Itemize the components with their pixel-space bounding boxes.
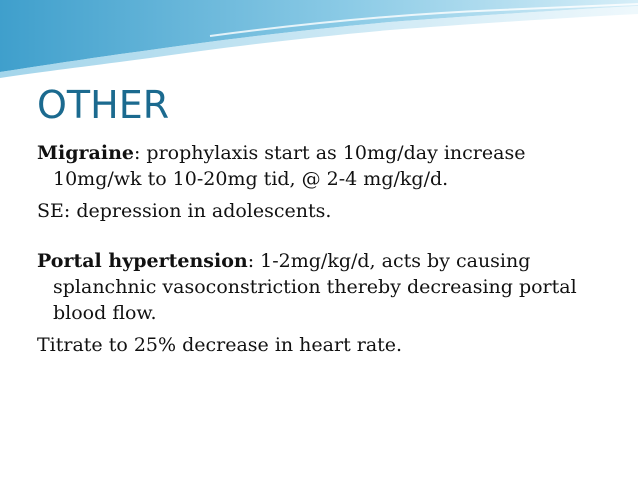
term-portal-hypertension: Portal hypertension bbox=[37, 250, 248, 272]
slide-title: OTHER bbox=[37, 83, 170, 127]
term-migraine: Migraine bbox=[37, 142, 134, 164]
slide-body bbox=[37, 140, 617, 364]
paragraph-portal-hypertension bbox=[37, 248, 617, 326]
text-migraine: : prophylaxis start as 10mg/day increase 10mg/wk to 10-20mg tid, @ 2-4 mg/kg/d. bbox=[53, 142, 526, 190]
text-side-effects: SE: depression in adolescents. bbox=[37, 200, 332, 222]
paragraph-titrate bbox=[37, 332, 617, 358]
paragraph-migraine bbox=[37, 140, 617, 192]
wave-header-decoration bbox=[0, 0, 638, 80]
text-titrate: Titrate to 25% decrease in heart rate. bbox=[37, 334, 403, 356]
text-portal-hypertension: : 1-2mg/kg/d, acts by causing splanchnic vasoconstriction thereby decreasing portal blood flow. bbox=[53, 250, 577, 324]
paragraph-side-effects bbox=[37, 198, 617, 224]
